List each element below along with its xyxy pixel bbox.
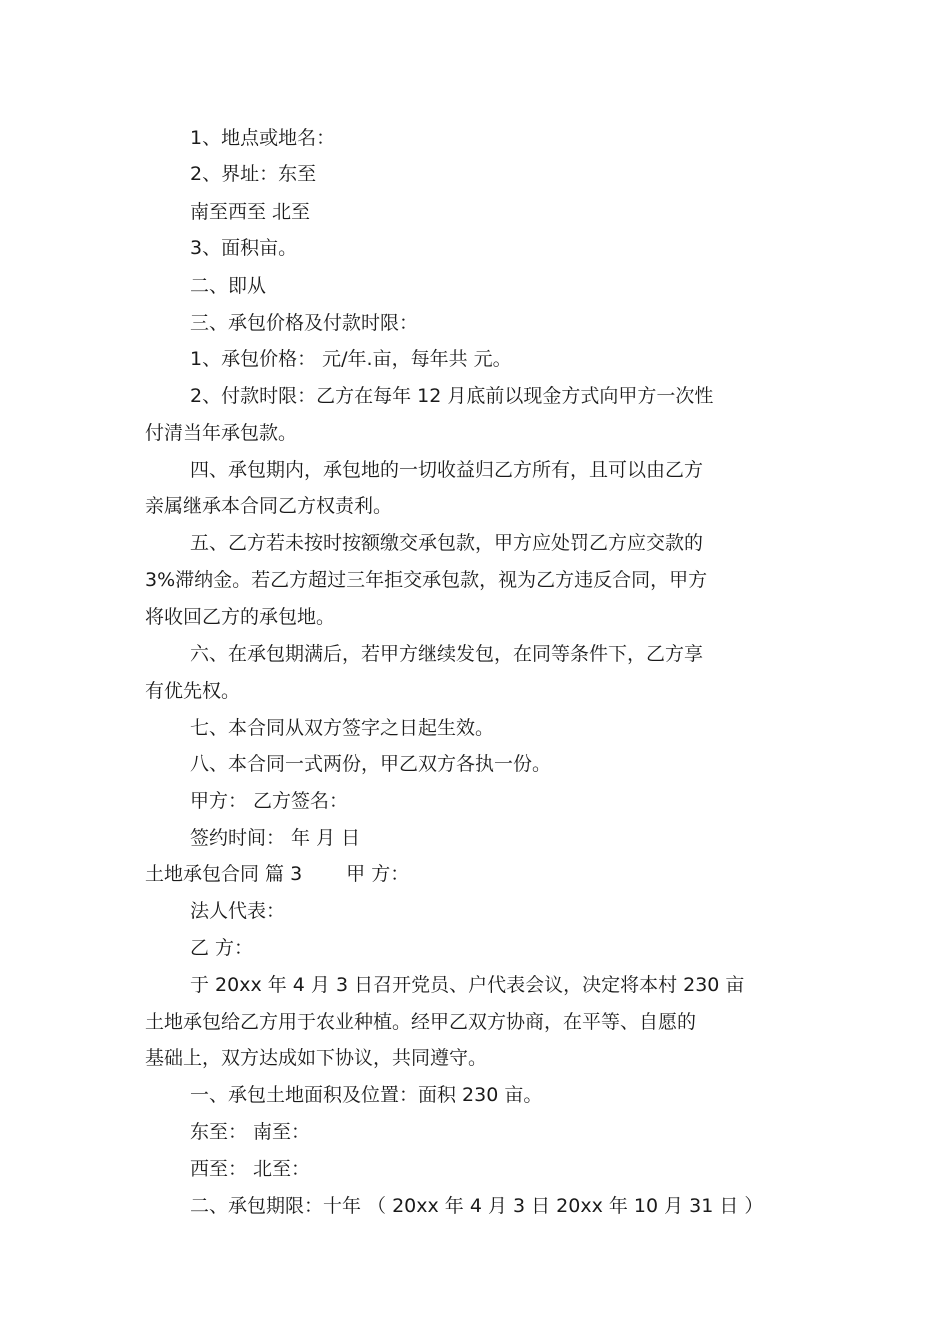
text-line: 1、地点或地名： xyxy=(190,127,336,149)
text-line: 西至： 北至： xyxy=(190,1158,311,1180)
signature-line: 甲方： 乙方签名： xyxy=(190,790,349,812)
text-line: 八、本合同一式两份，甲乙双方各执一份。 xyxy=(190,753,552,775)
text-line: 二、即从 xyxy=(190,275,267,297)
text-line: 3、面积亩。 xyxy=(190,237,298,259)
text-line: 土地承包给乙方用于农业种植。经甲乙双方协商，在平等、自愿的 xyxy=(145,1011,697,1033)
text-line: 四、承包期内，承包地的一切收益归乙方所有，且可以由乙方 xyxy=(190,459,704,481)
text-line: 一、承包土地面积及位置：面积 230 亩。 xyxy=(190,1084,543,1106)
text-line: 乙 方： xyxy=(190,937,254,959)
text-line: 2、付款时限：乙方在每年 12 月底前以现金方式向甲方一次性 xyxy=(190,385,714,407)
party-a-label: 甲 方： xyxy=(346,863,410,885)
text-line: 东至： 南至： xyxy=(190,1121,311,1143)
text-line: 于 20xx 年 4 月 3 日召开党员、户代表会议，决定将本村 230 亩 xyxy=(190,974,745,996)
text-line: 南至西至 北至 xyxy=(190,201,311,223)
text-line: 将收回乙方的承包地。 xyxy=(145,606,336,628)
signing-date-line: 签约时间： 年 月 日 xyxy=(190,827,361,849)
text-line: 2、界址：东至 xyxy=(190,163,317,185)
text-line: 基础上，双方达成如下协议，共同遵守。 xyxy=(145,1047,488,1069)
section-heading-line xyxy=(145,862,409,886)
text-line: 法人代表： xyxy=(190,900,286,922)
section-title: 土地承包合同 篇 3 xyxy=(145,863,303,885)
text-line: 亲属继承本合同乙方权责利。 xyxy=(145,495,393,517)
text-line: 六、在承包期满后，若甲方继续发包，在同等条件下，乙方享 xyxy=(190,643,704,665)
text-line: 有优先权。 xyxy=(145,680,241,702)
text-line: 三、承包价格及付款时限： xyxy=(190,312,419,334)
text-line: 1、承包价格： 元/年.亩，每年共 元。 xyxy=(190,348,512,370)
text-line: 二、承包期限：十年 （ 20xx 年 4 月 3 日 20xx 年 10 月 31 日 ） xyxy=(190,1195,764,1217)
text-line: 3%滞纳金。若乙方超过三年拒交承包款，视为乙方违反合同，甲方 xyxy=(145,569,708,591)
text-line: 付清当年承包款。 xyxy=(145,422,298,444)
text-line: 五、乙方若未按时按额缴交承包款，甲方应处罚乙方应交款的 xyxy=(190,532,704,554)
text-line: 七、本合同从双方签字之日起生效。 xyxy=(190,717,495,739)
